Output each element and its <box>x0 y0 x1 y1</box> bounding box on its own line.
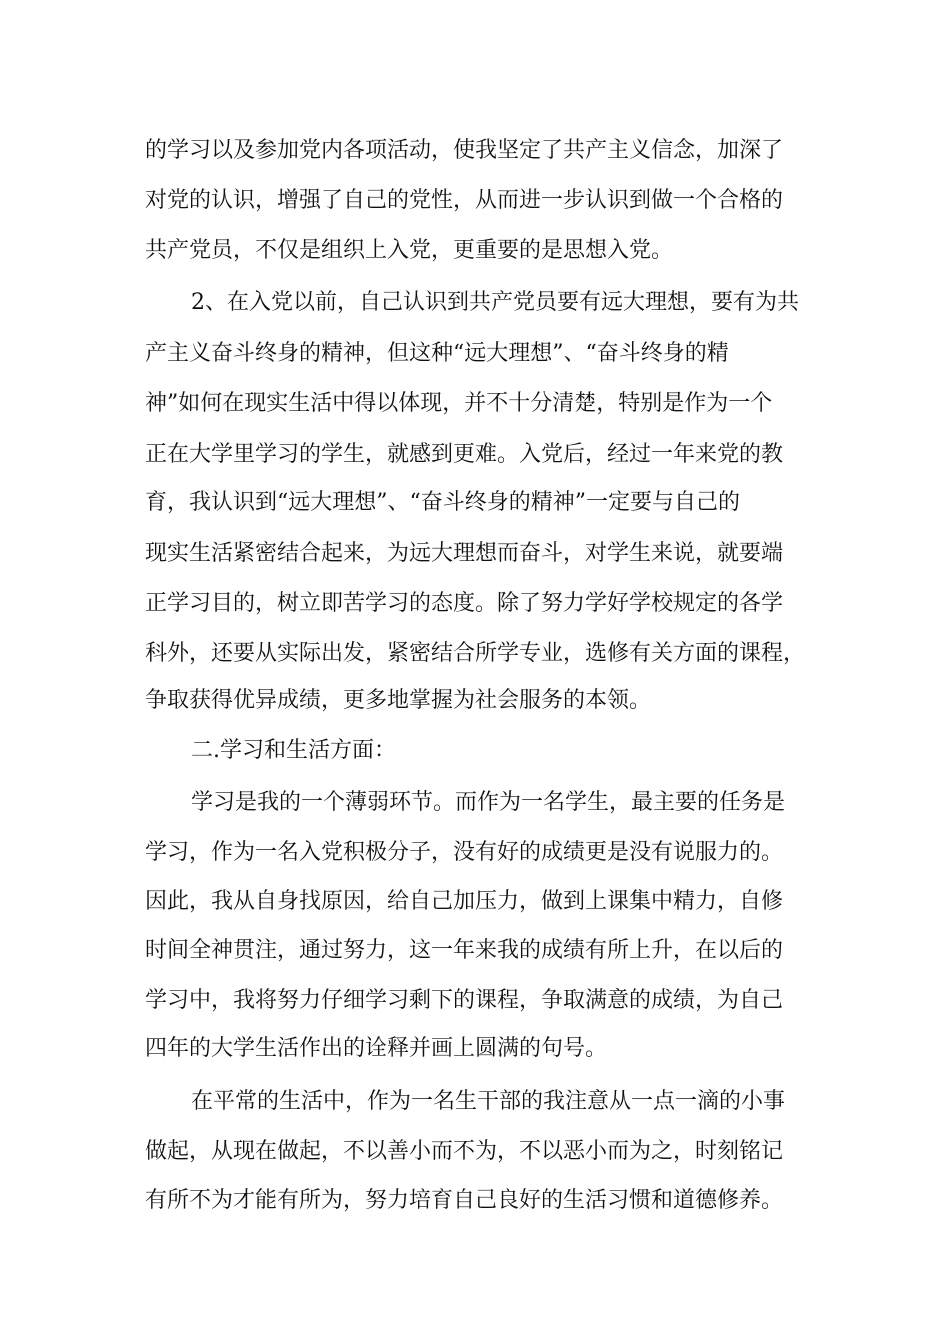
body-text-line: 的学习以及参加党内各项活动，使我坚定了共产主义信念，加深了 <box>145 138 784 163</box>
body-text-line: 对党的认识，增强了自己的党性，从而进一步认识到做一个合格的 <box>145 188 784 213</box>
section-heading: 二.学习和生活方面： <box>191 738 396 763</box>
body-text-line: 学习中，我将努力仔细学习剩下的课程，争取满意的成绩，为自己 <box>145 988 784 1013</box>
body-text-line: 育，我认识到“远大理想”、“奋斗终身的精神”一定要与自己的 <box>145 490 740 515</box>
body-text-line: 现实生活紧密结合起来，为远大理想而奋斗，对学生来说，就要端 <box>145 541 784 566</box>
body-text-line: 因此，我从自身找原因，给自己加压力，做到上课集中精力，自修 <box>145 889 784 914</box>
body-text-line: 争取获得优异成绩，更多地掌握为社会服务的本领。 <box>145 688 652 713</box>
body-text-line: 在平常的生活中，作为一名生干部的我注意从一点一滴的小事 <box>191 1089 786 1114</box>
body-text-line: 时间全神贯注，通过努力，这一年来我的成绩有所上升，在以后的 <box>145 938 784 963</box>
body-text-line: 四年的大学生活作出的诠释并画上圆满的句号。 <box>145 1036 608 1061</box>
body-text-line: 共产党员，不仅是组织上入党，更重要的是思想入党。 <box>145 238 674 263</box>
body-text-line: 正在大学里学习的学生，就感到更难。入党后，经过一年来党的教 <box>145 442 784 467</box>
body-text-line: 有所不为才能有所为，努力培育自己良好的生活习惯和道德修养。 <box>145 1188 784 1213</box>
body-text-line: 学习是我的一个薄弱环节。而作为一名学生，最主要的任务是 <box>191 790 786 815</box>
body-text-line: 正学习目的，树立即苦学习的态度。除了努力学好学校规定的各学 <box>145 591 784 616</box>
body-text-line: 做起，从现在做起，不以善小而不为，不以恶小而为之，时刻铭记 <box>145 1139 784 1164</box>
body-text-line: 科外，还要从实际出发，紧密结合所学专业，选修有关方面的课程， <box>145 641 806 666</box>
body-text-line: 神”如何在现实生活中得以体现，并不十分清楚，特别是作为一个 <box>145 391 773 416</box>
body-text-line: 学习，作为一名入党积极分子，没有好的成绩更是没有说服力的。 <box>145 840 784 865</box>
body-text-line: 产主义奋斗终身的精神，但这种“远大理想”、“奋斗终身的精 <box>145 341 729 366</box>
body-text-line: 2、在入党以前，自己认识到共产党员要有远大理想，要有为共 <box>191 290 799 315</box>
